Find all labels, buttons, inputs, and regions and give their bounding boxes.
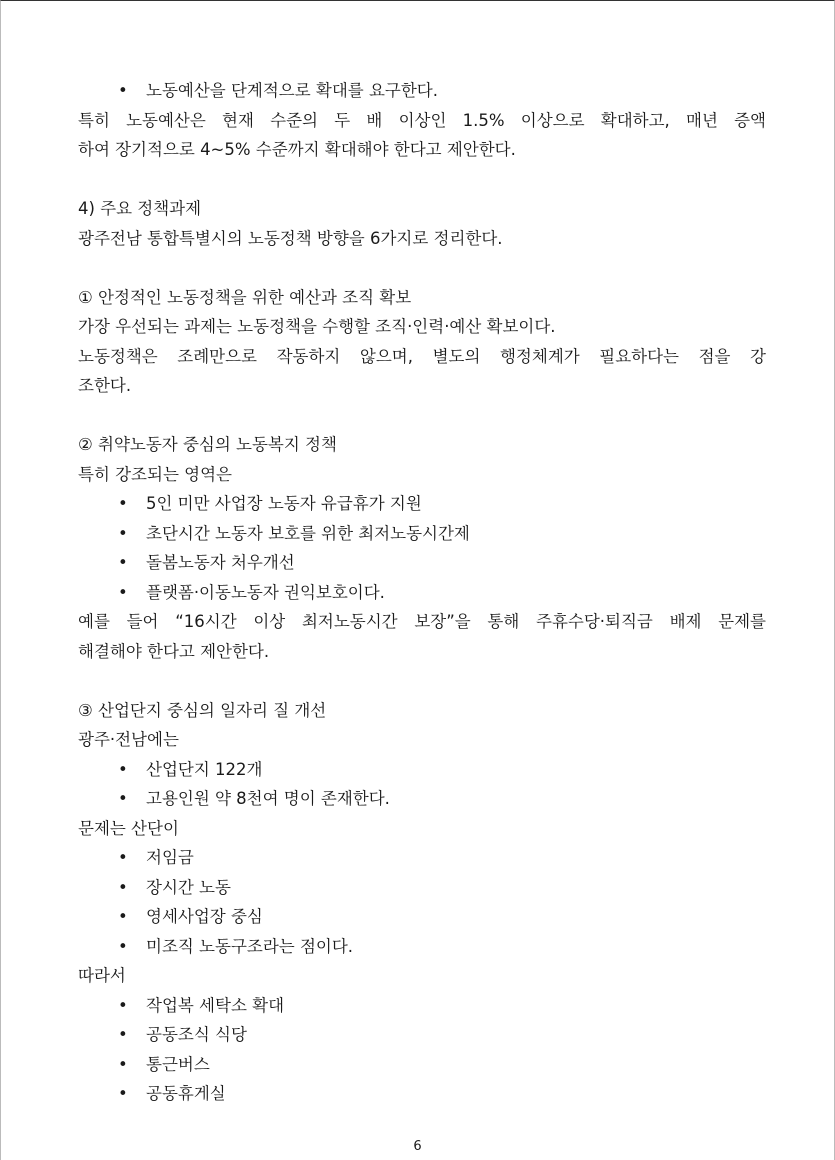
paragraph-line: 특히 노동예산은 현재 수준의 두 배 이상인 1.5% 이상으로 확대하고, 매년 증액 xyxy=(78,110,766,130)
paragraph-line: 노동정책은 조례만으로 작동하지 않으며, 별도의 행정체계가 필요하다는 점을 강 xyxy=(78,346,766,366)
bullet-text: 작업복 세탁소 확대 xyxy=(146,995,285,1015)
bullet-icon: • xyxy=(118,1025,128,1044)
bullet-icon: • xyxy=(118,1084,128,1103)
paragraph-line: 가장 우선되는 과제는 노동정책을 수행할 조직·인력·예산 확보이다. xyxy=(78,317,556,336)
paragraph-line: ① 안정적인 노동정책을 위한 예산과 조직 확보 xyxy=(78,287,412,307)
bullet-text: 노동예산을 단계적으로 확대를 요구한다. xyxy=(146,81,438,100)
bullet-icon: • xyxy=(118,995,128,1015)
bullet-text: 5인 미만 사업장 노동자 유급휴가 지원 xyxy=(146,494,422,513)
paragraph-line: 4) 주요 정책과제 xyxy=(78,199,202,218)
bullet-icon: • xyxy=(118,907,128,926)
bullet-item xyxy=(78,548,766,578)
bullet-icon: • xyxy=(118,789,128,808)
blank-line xyxy=(78,666,766,696)
document-body xyxy=(78,76,766,1109)
bullet-text: 돌봄노동자 처우개선 xyxy=(146,553,295,572)
paragraph-line: ② 취약노동자 중심의 노동복지 정책 xyxy=(78,435,337,454)
bullet-icon: • xyxy=(118,1054,128,1074)
bullet-item xyxy=(78,873,766,903)
blank-line xyxy=(78,165,766,195)
bullet-icon: • xyxy=(118,936,128,956)
bullet-item xyxy=(78,1020,766,1050)
bullet-icon: • xyxy=(118,759,128,779)
paragraph-line: 예를 들어 “16시간 이상 최저노동시간 보장”을 통해 주휴수당·퇴직금 배제 문제를 xyxy=(78,612,766,631)
bullet-text: 고용인원 약 8천여 명이 존재한다. xyxy=(146,789,390,808)
bullet-item xyxy=(78,519,766,549)
bullet-icon: • xyxy=(118,877,128,897)
bullet-item xyxy=(78,902,766,932)
bullet-icon: • xyxy=(118,582,128,602)
bullet-text: 장시간 노동 xyxy=(146,877,231,897)
bullet-item xyxy=(78,755,766,785)
blank-line xyxy=(78,401,766,431)
bullet-item xyxy=(78,843,766,873)
bullet-item xyxy=(78,578,766,608)
paragraph-line: 따라서 xyxy=(78,966,126,985)
bullet-text: 공동휴게실 xyxy=(146,1084,226,1103)
bullet-item xyxy=(78,1079,766,1109)
bullet-text: 미조직 노동구조라는 점이다. xyxy=(146,936,354,956)
bullet-icon: • xyxy=(118,523,128,543)
paragraph-line: 해결해야 한다고 제안한다. xyxy=(78,641,270,661)
bullet-text: 초단시간 노동자 보호를 위한 최저노동시간제 xyxy=(146,523,470,543)
page-number: 6 xyxy=(413,1139,422,1154)
paragraph-line: 문제는 산단이 xyxy=(78,818,179,838)
bullet-item xyxy=(78,489,766,519)
paragraph-line: 하여 장기적으로 4~5% 수준까지 확대해야 한다고 제안한다. xyxy=(78,140,516,159)
bullet-item xyxy=(78,991,766,1021)
paragraph-line: 광주전남 통합특별시의 노동정책 방향을 6가지로 정리한다. xyxy=(78,228,503,248)
bullet-text: 저임금 xyxy=(146,848,194,867)
bullet-icon: • xyxy=(118,494,128,513)
bullet-icon: • xyxy=(118,553,128,572)
bullet-item xyxy=(78,1050,766,1080)
bullet-text: 플랫폼·이동노동자 권익보호이다. xyxy=(146,582,385,602)
paragraph-line: ③ 산업단지 중심의 일자리 질 개선 xyxy=(78,700,327,720)
bullet-text: 영세사업장 중심 xyxy=(146,907,263,926)
bullet-item xyxy=(78,932,766,962)
paragraph-line: 특히 강조되는 영역은 xyxy=(78,464,232,484)
bullet-text: 산업단지 122개 xyxy=(146,759,263,779)
paragraph-line: 조한다. xyxy=(78,376,132,395)
bullet-item xyxy=(78,784,766,814)
bullet-icon: • xyxy=(118,81,128,100)
bullet-text: 통근버스 xyxy=(146,1054,210,1074)
blank-line xyxy=(78,253,766,283)
bullet-text: 공동조식 식당 xyxy=(146,1025,247,1044)
paragraph-line: 광주·전남에는 xyxy=(78,730,179,749)
bullet-item xyxy=(78,76,766,106)
bullet-icon: • xyxy=(118,848,128,867)
